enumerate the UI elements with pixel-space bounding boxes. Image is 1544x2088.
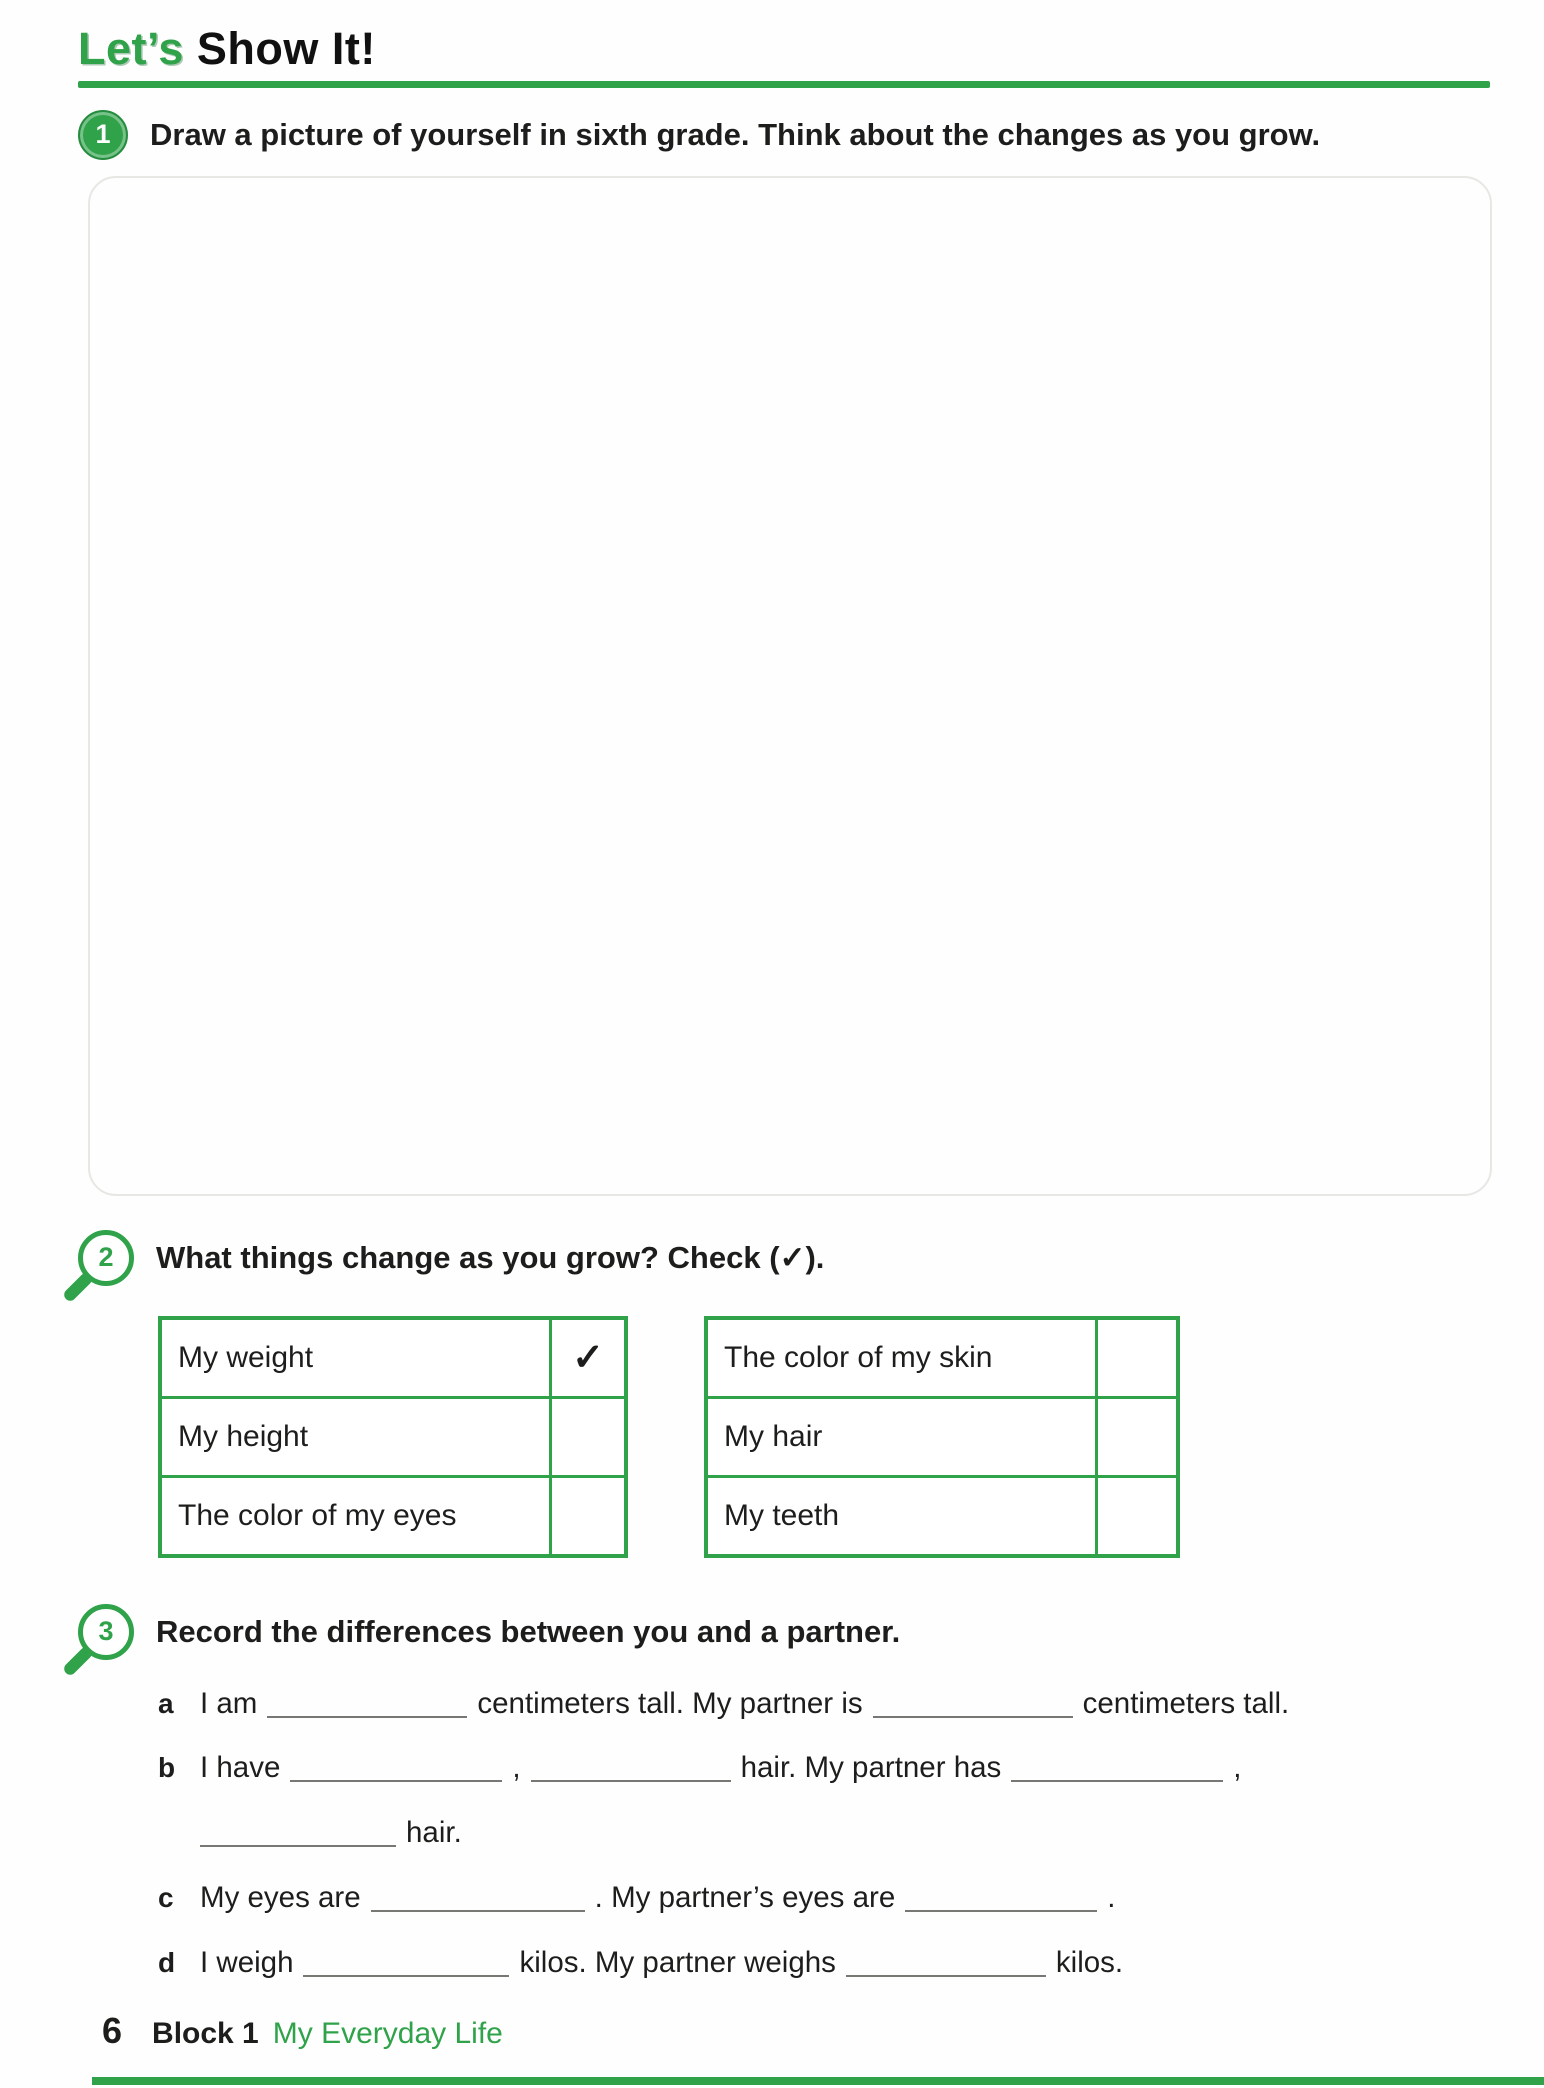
table-row (162, 1478, 624, 1554)
blank-line[interactable] (846, 1945, 1046, 1977)
activity-3-header (78, 1604, 1490, 1660)
activity-2-header (78, 1230, 1490, 1286)
page-footer (102, 2010, 503, 2052)
check-table-left (158, 1316, 628, 1558)
check-tables (158, 1316, 1544, 1558)
blank-line[interactable] (531, 1751, 731, 1783)
check-cell[interactable] (549, 1399, 624, 1475)
blank-line[interactable] (1011, 1751, 1223, 1783)
line-text: hair. My partner has (740, 1751, 1002, 1785)
line-text: kilos. My partner weighs (519, 1945, 836, 1979)
check-cell[interactable]: ✓ (549, 1320, 624, 1396)
magnifier-handle-icon (62, 1270, 95, 1303)
table-row-label: My teeth (724, 1498, 840, 1532)
fill-line-b (158, 1748, 1494, 1788)
check-table-right (704, 1316, 1180, 1558)
blank-line[interactable] (200, 1816, 396, 1848)
bottom-edge-strip (92, 2077, 1544, 2085)
line-text: centimeters tall. My partner is (477, 1686, 863, 1720)
activity-3-number: 3 (98, 1616, 114, 1646)
page-title (78, 24, 1490, 74)
table-row (162, 1399, 624, 1478)
blank-line[interactable] (371, 1880, 585, 1912)
activity-2-number: 2 (98, 1242, 114, 1272)
activity-1-number-badge: 1 (78, 110, 128, 160)
activity-2 (0, 1230, 1544, 1558)
table-row-label: My height (178, 1419, 309, 1453)
line-text: centimeters tall. (1082, 1686, 1290, 1720)
page-header (78, 0, 1490, 88)
check-cell[interactable] (1095, 1399, 1176, 1475)
block-title: My Everyday Life (272, 2017, 503, 2050)
item-letter: b (158, 1752, 176, 1784)
fill-line-c (158, 1878, 1494, 1918)
activity-3-magnifier-badge (78, 1604, 134, 1660)
line-text: , (512, 1751, 521, 1785)
table-row-label: My hair (724, 1419, 823, 1453)
drawing-area[interactable] (88, 176, 1492, 1196)
line-text: hair. (406, 1816, 462, 1850)
line-text: . (1107, 1880, 1116, 1914)
table-row-label: The color of my skin (724, 1340, 993, 1374)
activity-3 (0, 1604, 1544, 1983)
table-row (708, 1399, 1176, 1478)
fill-line-a (158, 1684, 1494, 1724)
table-row-label: The color of my eyes (178, 1498, 457, 1532)
activity-2-magnifier-badge (78, 1230, 134, 1286)
fill-line-d (158, 1943, 1494, 1983)
line-text: I am (200, 1686, 258, 1720)
activity-1-prompt: Draw a picture of yourself in sixth grade. Think about the changes as you grow. (150, 116, 1321, 152)
activity-1-header (78, 110, 1490, 160)
activity-3-prompt: Record the differences between you and a partner. (156, 1613, 901, 1649)
blank-line[interactable] (290, 1751, 502, 1783)
activity-2-prompt: What things change as you grow? Check (✓). (156, 1239, 825, 1275)
table-row (162, 1320, 624, 1399)
magnifier-handle-icon (62, 1644, 95, 1677)
fill-in-lines (158, 1684, 1494, 1983)
page-number: 6 (102, 2010, 123, 2051)
check-cell[interactable] (549, 1478, 624, 1554)
line-text: kilos. (1055, 1945, 1124, 1979)
line-text: I weigh (200, 1945, 294, 1979)
activity-1 (0, 110, 1544, 1196)
blank-line[interactable] (303, 1945, 509, 1977)
line-text: I have (200, 1751, 281, 1785)
block-label: Block 1 (152, 2017, 259, 2050)
blank-line[interactable] (905, 1880, 1097, 1912)
blank-line[interactable] (267, 1686, 467, 1718)
item-letter: d (158, 1946, 176, 1978)
blank-line[interactable] (873, 1686, 1073, 1718)
title-underline (78, 81, 1490, 88)
line-text: , (1233, 1751, 1242, 1785)
page-title-accent: Let’s (78, 23, 184, 74)
line-text: . My partner’s eyes are (594, 1880, 896, 1914)
check-cell[interactable] (1095, 1320, 1176, 1396)
table-row (708, 1478, 1176, 1554)
line-text: My eyes are (200, 1880, 361, 1914)
item-letter: c (158, 1881, 174, 1913)
table-row-label: My weight (178, 1340, 314, 1374)
table-row (708, 1320, 1176, 1399)
fill-line-b-continued (158, 1813, 1494, 1853)
check-cell[interactable] (1095, 1478, 1176, 1554)
page-title-rest: Show It! (196, 23, 376, 74)
item-letter: a (158, 1687, 174, 1719)
